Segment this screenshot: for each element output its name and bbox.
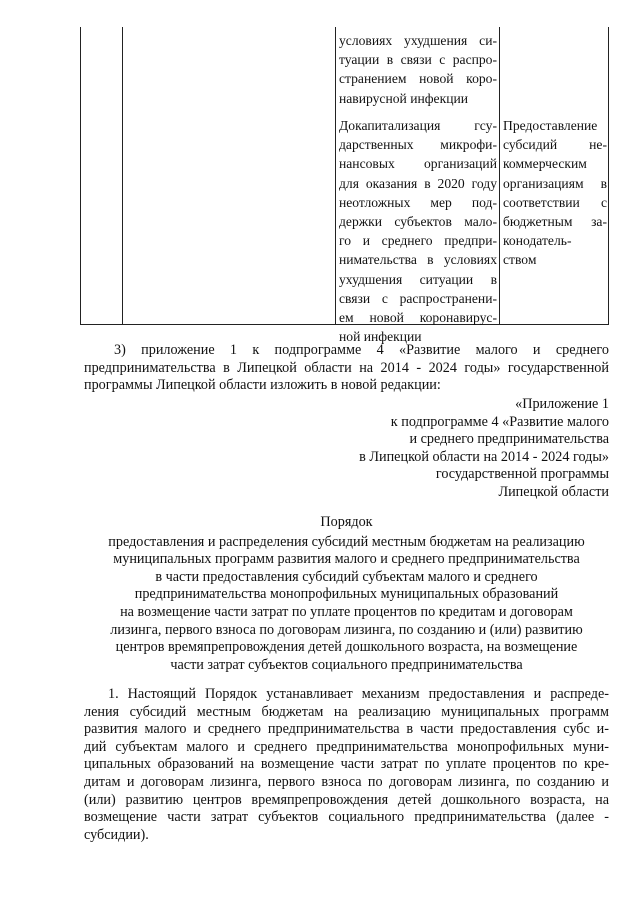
table-cell-mechanism: [503, 116, 607, 270]
order-title-line: центров времяпрепровождения детей дошкольного возраста, на возмещение: [115, 639, 578, 656]
table-cell-line: нимательства в условиях: [339, 252, 497, 268]
table-cell-line: коммерческим: [503, 156, 587, 172]
table-column-divider: [122, 27, 123, 324]
appendix-line: и среднего предпринимательства: [409, 431, 609, 448]
paragraph-line: дий субъектам малого и среднего предпринимательства монопрофильных муни-: [84, 738, 609, 755]
table-cell-line: соответствии с: [503, 194, 607, 210]
paragraph-line: программы Липецкой области изложить в новой редакции:: [84, 377, 441, 394]
paragraph-line: ления субсидий местным бюджетам на реализацию муниципальных программ: [84, 703, 609, 720]
paragraph-line: 1. Настоящий Порядок устанавливает механизм предоставления и распреде-: [108, 686, 609, 702]
table-column-divider: [499, 27, 500, 324]
order-title-line: лизинга, первого взноса по договорам лизинга, по созданию и (или) развитию: [110, 621, 583, 638]
paragraph-line: ципальных образований на возмещение части затрат по уплате процентов по кре-: [84, 756, 609, 773]
table-column-divider: [335, 27, 336, 324]
intro-paragraph: [84, 342, 609, 395]
table-cell-line: странением новой коро-: [339, 71, 497, 87]
table-cell-line: связи с распространени-: [339, 290, 497, 306]
appendix-header: [300, 396, 609, 502]
table-cell-line: ем новой коронавирус-: [339, 309, 497, 325]
paragraph-line: дитам и договорам лизинга, первого взноса по договорам лизинга, по созданию и: [84, 773, 609, 790]
paragraph-line: субсидии).: [84, 826, 149, 843]
subsidy-table-fragment: [80, 27, 609, 345]
order-title-line: в части предоставления субсидий субъектам малого и среднего: [155, 568, 538, 585]
paragraph-line: 3) приложение 1 к подпрограмме 4 «Развитие малого и среднего: [114, 342, 609, 358]
table-cell-line: Докапитализация гсу-: [339, 118, 497, 133]
appendix-line: государственной программы: [435, 466, 609, 483]
table-cell-line: го и среднего предпри-: [339, 233, 497, 249]
order-title-line: предоставления и распределения субсидий местным бюджетам на реализацию: [108, 533, 585, 550]
order-title-line: части затрат субъектов социального предпринимательства: [170, 656, 523, 673]
table-cell-line: нансовых организаций: [339, 156, 497, 172]
table-cell-measure-top: [339, 31, 497, 108]
appendix-line: Липецкой области: [498, 483, 609, 500]
table-cell-line: неотложных мер под-: [339, 194, 497, 210]
order-title-line: муниципальных программ развития малого и среднего предпринимательства: [113, 551, 580, 568]
table-cell-line: организациям в: [503, 175, 607, 191]
table-cell-line: ной инфекции: [339, 329, 422, 345]
order-title-block: [84, 514, 609, 674]
paragraph-line: возмещение части затрат субъектов социального предпринимательства (далее -: [84, 809, 609, 826]
table-cell-line: условиях ухудшения си-: [339, 33, 497, 48]
table-cell-line: субсидий не-: [503, 137, 607, 153]
paragraph-line: (или) развитию центров времяпрепровождения детей дошкольного возраста, на: [84, 791, 609, 808]
appendix-line: «Приложение 1: [515, 396, 609, 412]
table-cell-line: туации в связи с распро-: [339, 52, 497, 68]
table-cell-line: держки субъектов мало-: [339, 213, 497, 229]
paragraph-line: развития малого и среднего предпринимательства в части предоставления субс и-: [84, 721, 609, 738]
table-cell-line: дарственных микрофи-: [339, 137, 497, 153]
table-cell-line: бюджетным за-: [503, 213, 607, 229]
table-cell-line: конодатель-: [503, 233, 572, 249]
appendix-line: к подпрограмме 4 «Развитие малого: [390, 413, 609, 430]
table-cell-measure-bottom: [339, 116, 497, 346]
order-title-line: на возмещение части затрат по уплате процентов по кредитам и договорам: [120, 603, 573, 620]
table-cell-line: ухудшения ситуации в: [339, 271, 497, 287]
table-cell-line: навирусной инфекции: [339, 90, 469, 106]
paragraph-line: предпринимательства в Липецкой области на 2014 - 2024 годы» государственной: [84, 359, 609, 376]
order-title-line: предпринимательства монопрофильных муниципальных образований: [134, 586, 559, 603]
clause-1-paragraph: [84, 686, 609, 844]
table-cell-line: Предоставление: [503, 118, 598, 133]
table-cell-line: ством: [503, 252, 537, 268]
order-heading: Порядок: [320, 514, 373, 530]
table-cell-line: для оказания в 2020 году: [339, 175, 497, 191]
appendix-line: в Липецкой области на 2014 - 2024 годы»: [359, 448, 609, 465]
